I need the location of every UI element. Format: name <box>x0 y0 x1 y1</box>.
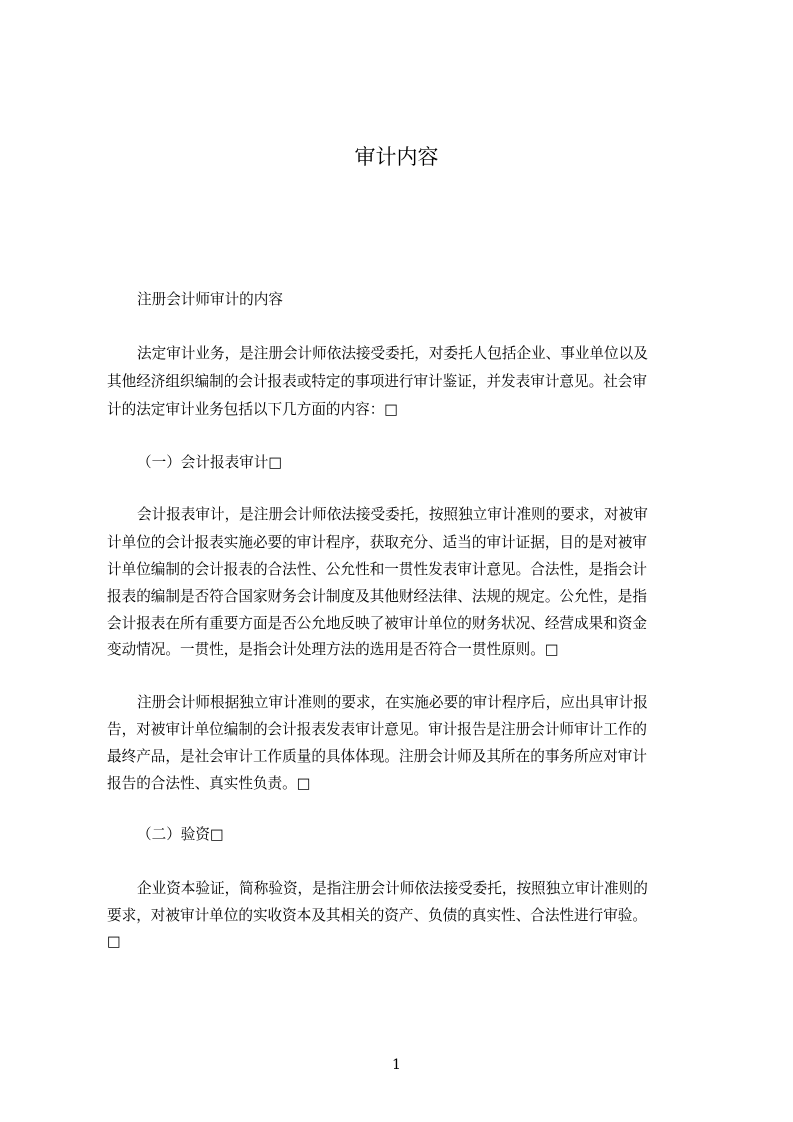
document-title: 审计内容 <box>354 145 439 169</box>
section-heading: （一）会计报表审计□ <box>137 454 283 471</box>
paragraph-line: 告，对被审计单位编制的会计报表发表审计意见。审计报告是注册会计师审计工作的 <box>107 721 647 738</box>
paragraph-line: 计单位的会计报表实施必要的审计程序，获取充分、适当的审计证据，目的是对被审 <box>107 534 647 551</box>
paragraph-line: 最终产品，是社会审计工作质量的具体体现。注册会计师及其所在的事务所应对审计 <box>107 748 647 765</box>
section-heading: （二）验资□ <box>137 826 224 843</box>
paragraph-line: 会计报表在所有重要方面是否公允地反映了被审计单位的财务状况、经营成果和资金 <box>107 615 647 632</box>
paragraph-line: 其他经济组织编制的会计报表或特定的事项进行审计鉴证，并发表审计意见。社会审 <box>107 373 647 390</box>
paragraph-line: 计单位编制的会计报表的合法性、公允性和一贯性发表审计意见。合法性，是指会计 <box>107 561 647 578</box>
paragraph-line: 企业资本验证，简称验资，是指注册会计师依法接受委托，按照独立审计准则的 <box>137 880 648 897</box>
paragraph-line: 要求，对被审计单位的实收资本及其相关的资产、负债的真实性、合法性进行审验。 <box>107 907 647 924</box>
paragraph-line: 变动情况。一贯性，是指会计处理方法的选用是否符合一贯性原则。□ <box>107 641 559 658</box>
paragraph-line: 报告的合法性、真实性负责。□ <box>107 775 311 792</box>
paragraph-line: 注册会计师根据独立审计准则的要求，在实施必要的审计程序后，应出具审计报 <box>137 694 648 711</box>
section-heading: 注册会计师审计的内容 <box>137 291 283 308</box>
page-number: 1 <box>392 1057 401 1073</box>
paragraph-line: 会计报表审计，是注册会计师依法接受委托，按照独立审计准则的要求，对被审 <box>137 506 648 523</box>
paragraph-line: 法定审计业务，是注册会计师依法接受委托，对委托人包括企业、事业单位以及 <box>137 345 648 362</box>
paragraph-line: 报表的编制是否符合国家财务会计制度及其他财经法律、法规的规定。公允性，是指 <box>107 588 647 605</box>
paragraph-line: □ <box>107 933 121 950</box>
paragraph-line: 计的法定审计业务包括以下几方面的内容：□ <box>107 401 399 418</box>
